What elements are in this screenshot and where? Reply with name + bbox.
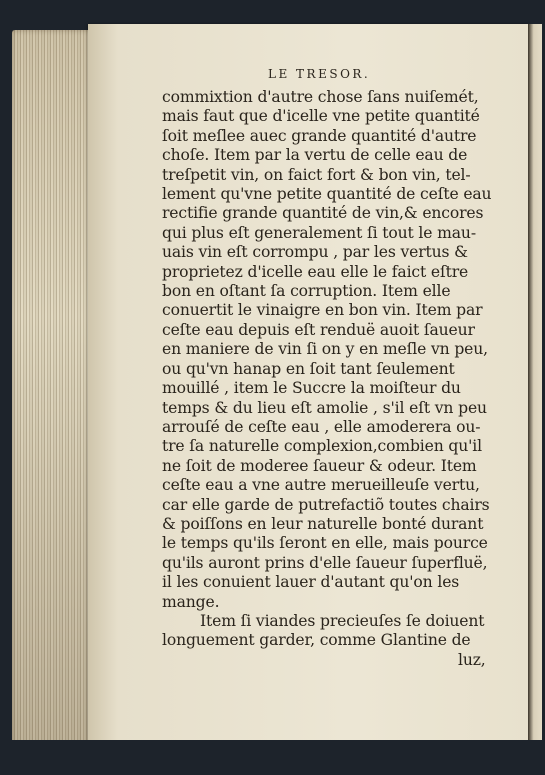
text-line: & poiſſons en leur naturelle bonté durant xyxy=(162,514,484,533)
text-line: conuertit le vinaigre en bon vin. Item par xyxy=(162,301,483,320)
text-line: commixtion d'autre chose ſans nuiſemét, xyxy=(162,88,479,106)
text-line: le temps qu'ils ſeront en elle, mais pource xyxy=(162,534,488,553)
page-edges xyxy=(12,30,94,748)
text-line: mange. xyxy=(162,592,220,611)
text-line: ſoit meſlee auec grande quantité d'autre xyxy=(162,126,477,145)
text-line: lement qu'vne petite quantité de ceſte eau xyxy=(162,185,492,204)
text-line: arrouſé de ceſte eau , elle amoderera ou- xyxy=(162,417,481,436)
facing-page-edge xyxy=(528,24,542,754)
text-line: bon en oſtant ſa corruption. Item elle xyxy=(162,282,451,301)
background-strip xyxy=(0,740,545,775)
text-line: proprietez d'icelle eau elle le faict eſtre xyxy=(162,262,469,281)
text-line: longuement garder, comme Glantine de xyxy=(162,631,471,650)
text-line: en maniere de vin ſi on y en meſle vn peu, xyxy=(162,340,488,359)
text-line: mais faut que d'icelle vne petite quantité xyxy=(162,107,480,126)
text-line: il les conuient lauer d'autant qu'on les xyxy=(162,573,460,592)
text-line: mouillé , item le Succre la moiſteur du xyxy=(162,379,461,398)
paragraph-start-line: Item ſi viandes precieuſes ſe doiuent xyxy=(200,611,485,630)
text-line: luz, xyxy=(458,650,486,669)
text-line: rectifie grande quantité de vin,& encores xyxy=(162,204,484,223)
text-line: choſe. Item par la vertu de celle eau de xyxy=(162,146,468,165)
text-line: ne ſoit de moderee ſaueur & odeur. Item xyxy=(162,456,477,475)
text-line: car elle garde de putrefactiõ toutes chairs xyxy=(162,495,490,514)
text-line: temps & du lieu eſt amolie , s'il eſt vn peu xyxy=(162,398,487,417)
text-line: ceſte eau depuis eſt renduë auoit ſaueur xyxy=(162,320,475,339)
text-line: qui plus eſt generalement ſi tout le mau- xyxy=(162,223,476,242)
text-line: ceſte eau a vne autre merueilleuſe vertu, xyxy=(162,476,480,495)
text-line: uais vin eſt corrompu , par les vertus & xyxy=(162,243,468,262)
text-line: qu'ils auront prins d'elle ſaueur ſuperfluë, xyxy=(162,553,488,572)
running-head: LE TRESOR. xyxy=(268,67,371,81)
text-line: ou qu'vn hanap en ſoit tant ſeulement xyxy=(162,359,455,378)
body-text xyxy=(162,88,494,670)
text-line: tre ſa naturelle complexion,combien qu'il xyxy=(162,437,482,456)
text-line: treſpetit vin, on faict fort & bon vin, tel- xyxy=(162,165,471,184)
